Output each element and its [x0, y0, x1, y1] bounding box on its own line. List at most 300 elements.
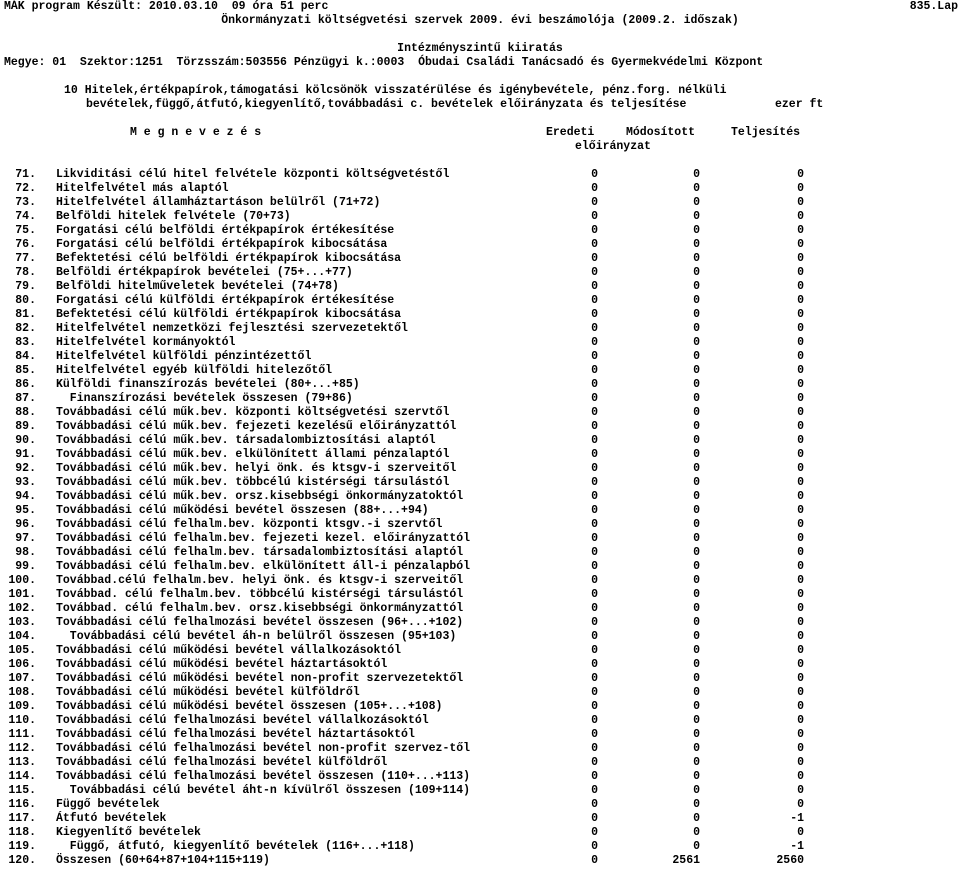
- original-estimate-value: 0: [591, 490, 598, 503]
- row-number: 99.: [15, 560, 36, 573]
- table-row: [0, 770, 960, 784]
- row-label: Hitelfelvétel külföldi pénzintézettől: [56, 350, 312, 363]
- original-estimate-value: 0: [591, 672, 598, 685]
- modified-estimate-value: 0: [693, 364, 700, 377]
- row-number: 79.: [15, 280, 36, 293]
- table-row: [0, 182, 960, 196]
- original-estimate-value: 0: [591, 378, 598, 391]
- completed-value: 0: [797, 182, 804, 195]
- row-number: 78.: [15, 266, 36, 279]
- modified-estimate-value: 0: [693, 420, 700, 433]
- original-estimate-value: 0: [591, 406, 598, 419]
- completed-value: 0: [797, 546, 804, 559]
- modified-estimate-value: 0: [693, 336, 700, 349]
- row-label: Összesen (60+64+87+104+115+119): [56, 854, 270, 867]
- completed-value: 0: [797, 406, 804, 419]
- institution-info: Megye: 01 Szektor:1251 Törzsszám:503556 Pénzügyi k.:0003 Óbudai Családi Tanácsadó és Gyermekvédelmi Központ: [4, 56, 764, 69]
- row-label: Továbbadási célú működési bevétel külföldről: [56, 686, 360, 699]
- original-estimate-value: 0: [591, 546, 598, 559]
- original-estimate-value: 0: [591, 266, 598, 279]
- row-label: Továbbadási célú műk.bev. központi költségvetési szervtől: [56, 406, 450, 419]
- original-estimate-value: 0: [591, 364, 598, 377]
- completed-value: 0: [797, 196, 804, 209]
- row-label: Függő bevételek: [56, 798, 160, 811]
- modified-estimate-value: 0: [693, 224, 700, 237]
- original-estimate-value: 0: [591, 798, 598, 811]
- modified-estimate-value: 0: [693, 518, 700, 531]
- row-number: 108.: [8, 686, 36, 699]
- table-row: [0, 700, 960, 714]
- row-number: 94.: [15, 490, 36, 503]
- original-estimate-value: 0: [591, 476, 598, 489]
- modified-estimate-value: 0: [693, 210, 700, 223]
- row-number: 103.: [8, 616, 36, 629]
- table-row: [0, 406, 960, 420]
- row-label: Továbbadási célú műk.bev. helyi önk. és ktsgv-i szerveitől: [56, 462, 457, 475]
- original-estimate-value: 0: [591, 658, 598, 671]
- original-estimate-value: 0: [591, 686, 598, 699]
- row-number: 77.: [15, 252, 36, 265]
- row-label: Továbbadási célú működési bevétel háztartásoktól: [56, 658, 388, 671]
- table-row: [0, 448, 960, 462]
- completed-value: 0: [797, 602, 804, 615]
- table-row: [0, 546, 960, 560]
- row-label: Függő, átfutó, kiegyenlítő bevételek (116+...+118): [56, 840, 415, 853]
- modified-estimate-value: 0: [693, 602, 700, 615]
- row-number: 104.: [8, 630, 36, 643]
- original-estimate-value: 0: [591, 714, 598, 727]
- completed-value: 0: [797, 210, 804, 223]
- completed-value: 0: [797, 462, 804, 475]
- table-row: [0, 378, 960, 392]
- modified-estimate-value: 0: [693, 742, 700, 755]
- modified-estimate-value: 0: [693, 728, 700, 741]
- completed-value: 0: [797, 364, 804, 377]
- table-row: [0, 280, 960, 294]
- table-row: [0, 742, 960, 756]
- completed-value: 0: [797, 532, 804, 545]
- row-label: Továbbadási célú felhalm.bev. központi ktsgv.-i szervtől: [56, 518, 443, 531]
- original-estimate-value: 0: [591, 350, 598, 363]
- modified-estimate-value: 0: [693, 182, 700, 195]
- original-estimate-value: 0: [591, 630, 598, 643]
- row-number: 90.: [15, 434, 36, 447]
- column-header-original: Eredeti: [546, 126, 595, 139]
- row-label: Belföldi értékpapírok bevételei (75+...+77): [56, 266, 353, 279]
- table-row: [0, 210, 960, 224]
- table-row: [0, 392, 960, 406]
- modified-estimate-value: 0: [693, 644, 700, 657]
- row-label: Továbbadási célú felhalmozási bevétel külföldről: [56, 756, 388, 769]
- section-title-line1: 10 Hitelek,értékpapírok,támogatási kölcsönök visszatérülése és igénybevétele, pénz.forg. nélküli: [64, 84, 727, 97]
- row-label: Továbbad. célú felhalm.bev. orsz.kisebbségi önkormányzattól: [56, 602, 464, 615]
- modified-estimate-value: 0: [693, 560, 700, 573]
- completed-value: 0: [797, 490, 804, 503]
- completed-value: 0: [797, 784, 804, 797]
- completed-value: 0: [797, 392, 804, 405]
- completed-value: 0: [797, 294, 804, 307]
- row-label: Továbbadási célú működési bevétel vállalkozásoktól: [56, 644, 402, 657]
- modified-estimate-value: 0: [693, 294, 700, 307]
- row-label: Forgatási célú belföldi értékpapírok kibocsátása: [56, 238, 388, 251]
- row-label: Továbbadási célú felhalmozási bevétel vállalkozásoktól: [56, 714, 429, 727]
- row-label: Forgatási célú külföldi értékpapírok értékesítése: [56, 294, 395, 307]
- table-row: [0, 686, 960, 700]
- row-number: 81.: [15, 308, 36, 321]
- modified-estimate-value: 0: [693, 826, 700, 839]
- original-estimate-value: 0: [591, 854, 598, 867]
- completed-value: 0: [797, 574, 804, 587]
- completed-value: 0: [797, 336, 804, 349]
- modified-estimate-value: 0: [693, 280, 700, 293]
- row-label: Továbbadási célú műk.bev. fejezeti kezelésű előirányzattól: [56, 420, 457, 433]
- row-label: Hitelfelvétel egyéb külföldi hitelezőtől: [56, 364, 333, 377]
- table-row: [0, 826, 960, 840]
- modified-estimate-value: 0: [693, 672, 700, 685]
- table-row: [0, 784, 960, 798]
- row-label: Továbbadási célú felhalm.bev. elkülönített áll-i pénzalapból: [56, 560, 471, 573]
- completed-value: 0: [797, 378, 804, 391]
- table-row: [0, 840, 960, 854]
- original-estimate-value: 0: [591, 518, 598, 531]
- modified-estimate-value: 0: [693, 392, 700, 405]
- modified-estimate-value: 0: [693, 798, 700, 811]
- completed-value: 0: [797, 238, 804, 251]
- modified-estimate-value: 0: [693, 700, 700, 713]
- modified-estimate-value: 0: [693, 252, 700, 265]
- row-number: 87.: [15, 392, 36, 405]
- row-label: Továbbadási célú bevétel áht-n kívülről összesen (109+114): [56, 784, 471, 797]
- modified-estimate-value: 0: [693, 812, 700, 825]
- modified-estimate-value: 0: [693, 686, 700, 699]
- original-estimate-value: 0: [591, 532, 598, 545]
- row-label: Továbbadási célú működési bevétel non-profit szervezetektől: [56, 672, 464, 685]
- modified-estimate-value: 0: [693, 546, 700, 559]
- table-row: [0, 672, 960, 686]
- table-row: [0, 252, 960, 266]
- modified-estimate-value: 0: [693, 406, 700, 419]
- row-label: Likviditási célú hitel felvétele központi költségvetéstől: [56, 168, 450, 181]
- row-number: 75.: [15, 224, 36, 237]
- report-subtitle: Intézményszintű kiiratás: [397, 42, 563, 55]
- table-row: [0, 294, 960, 308]
- completed-value: 0: [797, 252, 804, 265]
- row-label: Hitelfelvétel más alaptól: [56, 182, 229, 195]
- row-label: Átfutó bevételek: [56, 812, 167, 825]
- modified-estimate-value: 0: [693, 378, 700, 391]
- table-row: [0, 266, 960, 280]
- completed-value: 0: [797, 728, 804, 741]
- table-row: [0, 602, 960, 616]
- original-estimate-value: 0: [591, 616, 598, 629]
- row-label: Továbbadási célú felhalm.bev. társadalombiztosítási alaptól: [56, 546, 464, 559]
- completed-value: 0: [797, 770, 804, 783]
- row-number: 73.: [15, 196, 36, 209]
- original-estimate-value: 0: [591, 588, 598, 601]
- modified-estimate-value: 0: [693, 350, 700, 363]
- completed-value: 0: [797, 476, 804, 489]
- row-number: 111.: [8, 728, 36, 741]
- table-row: [0, 336, 960, 350]
- modified-estimate-value: 0: [693, 840, 700, 853]
- row-label: Továbbadási célú bevétel áh-n belülről összesen (95+103): [56, 630, 457, 643]
- completed-value: 0: [797, 266, 804, 279]
- row-number: 114.: [8, 770, 36, 783]
- row-number: 89.: [15, 420, 36, 433]
- completed-value: 0: [797, 504, 804, 517]
- table-row: [0, 588, 960, 602]
- completed-value: 0: [797, 742, 804, 755]
- table-row: [0, 420, 960, 434]
- row-number: 107.: [8, 672, 36, 685]
- original-estimate-value: 0: [591, 784, 598, 797]
- modified-estimate-value: 0: [693, 588, 700, 601]
- row-number: 101.: [8, 588, 36, 601]
- row-label: Továbbad. célú felhalm.bev. többcélú kistérségi társulástól: [56, 588, 464, 601]
- original-estimate-value: 0: [591, 336, 598, 349]
- table-row: [0, 238, 960, 252]
- original-estimate-value: 0: [591, 294, 598, 307]
- table-row: [0, 630, 960, 644]
- modified-estimate-value: 0: [693, 196, 700, 209]
- row-number: 106.: [8, 658, 36, 671]
- completed-value: 0: [797, 630, 804, 643]
- original-estimate-value: 0: [591, 462, 598, 475]
- completed-value: -1: [790, 840, 804, 853]
- completed-value: 0: [797, 826, 804, 839]
- original-estimate-value: 0: [591, 434, 598, 447]
- table-row: [0, 308, 960, 322]
- row-number: 120.: [8, 854, 36, 867]
- modified-estimate-value: 0: [693, 266, 700, 279]
- modified-estimate-value: 0: [693, 462, 700, 475]
- row-label: Hitelfelvétel nemzetközi fejlesztési szervezetektől: [56, 322, 408, 335]
- row-number: 93.: [15, 476, 36, 489]
- original-estimate-value: 0: [591, 448, 598, 461]
- row-number: 109.: [8, 700, 36, 713]
- row-label: Befektetési célú külföldi értékpapírok kibocsátása: [56, 308, 402, 321]
- row-label: Továbbadási célú működési bevétel összesen (88+...+94): [56, 504, 429, 517]
- row-label: Kiegyenlítő bevételek: [56, 826, 201, 839]
- completed-value: 0: [797, 714, 804, 727]
- row-number: 72.: [15, 182, 36, 195]
- table-row: [0, 322, 960, 336]
- original-estimate-value: 0: [591, 322, 598, 335]
- completed-value: 0: [797, 308, 804, 321]
- table-row: [0, 812, 960, 826]
- completed-value: 0: [797, 756, 804, 769]
- modified-estimate-value: 0: [693, 448, 700, 461]
- table-row: [0, 616, 960, 630]
- row-number: 92.: [15, 462, 36, 475]
- original-estimate-value: 0: [591, 392, 598, 405]
- original-estimate-value: 0: [591, 756, 598, 769]
- modified-estimate-value: 0: [693, 714, 700, 727]
- row-label: Továbbadási célú felhalmozási bevétel összesen (96+...+102): [56, 616, 464, 629]
- completed-value: 0: [797, 658, 804, 671]
- table-row: [0, 168, 960, 182]
- table-row: [0, 728, 960, 742]
- modified-estimate-value: 0: [693, 504, 700, 517]
- table-row: [0, 714, 960, 728]
- original-estimate-value: 0: [591, 826, 598, 839]
- table-row: [0, 798, 960, 812]
- original-estimate-value: 0: [591, 812, 598, 825]
- table-row: [0, 364, 960, 378]
- completed-value: 0: [797, 168, 804, 181]
- completed-value: 0: [797, 560, 804, 573]
- table-row: [0, 532, 960, 546]
- row-label: Továbbadási célú műk.bev. orsz.kisebbségi önkormányzatoktól: [56, 490, 464, 503]
- table-row: [0, 504, 960, 518]
- original-estimate-value: 0: [591, 420, 598, 433]
- completed-value: -1: [790, 812, 804, 825]
- original-estimate-value: 0: [591, 196, 598, 209]
- original-estimate-value: 0: [591, 168, 598, 181]
- program-info: MÁK program Készült: 2010.03.10 09 óra 51 perc: [4, 0, 329, 13]
- row-number: 115.: [8, 784, 36, 797]
- original-estimate-value: 0: [591, 840, 598, 853]
- original-estimate-value: 0: [591, 210, 598, 223]
- column-header-name: M e g n e v e z é s: [130, 126, 262, 139]
- original-estimate-value: 0: [591, 560, 598, 573]
- completed-value: 0: [797, 700, 804, 713]
- row-number: 86.: [15, 378, 36, 391]
- completed-value: 0: [797, 224, 804, 237]
- row-label: Továbbadási célú felhalm.bev. fejezeti kezel. előirányzattól: [56, 532, 471, 545]
- row-number: 117.: [8, 812, 36, 825]
- table-row: [0, 350, 960, 364]
- report-title: Önkormányzati költségvetési szervek 2009. évi beszámolója (2009.2. időszak): [221, 14, 739, 27]
- completed-value: 0: [797, 420, 804, 433]
- row-number: 98.: [15, 546, 36, 559]
- row-label: Továbbadási célú műk.bev. társadalombiztosítási alaptól: [56, 434, 436, 447]
- row-number: 112.: [8, 742, 36, 755]
- modified-estimate-value: 0: [693, 238, 700, 251]
- row-number: 97.: [15, 532, 36, 545]
- completed-value: 0: [797, 644, 804, 657]
- row-label: Továbbadási célú felhalmozási bevétel non-profit szervez-től: [56, 742, 471, 755]
- modified-estimate-value: 0: [693, 756, 700, 769]
- completed-value: 0: [797, 448, 804, 461]
- modified-estimate-value: 0: [693, 658, 700, 671]
- row-label: Továbbadási célú működési bevétel összesen (105+...+108): [56, 700, 443, 713]
- row-label: Továbbad.célú felhalm.bev. helyi önk. és ktsgv-i szerveitől: [56, 574, 464, 587]
- column-header-estimate: előirányzat: [575, 140, 651, 153]
- modified-estimate-value: 0: [693, 168, 700, 181]
- original-estimate-value: 0: [591, 602, 598, 615]
- completed-value: 0: [797, 672, 804, 685]
- row-number: 76.: [15, 238, 36, 251]
- original-estimate-value: 0: [591, 728, 598, 741]
- modified-estimate-value: 0: [693, 434, 700, 447]
- row-label: Forgatási célú belföldi értékpapírok értékesítése: [56, 224, 395, 237]
- row-number: 119.: [8, 840, 36, 853]
- original-estimate-value: 0: [591, 742, 598, 755]
- row-label: Belföldi hitelek felvétele (70+73): [56, 210, 291, 223]
- row-number: 118.: [8, 826, 36, 839]
- modified-estimate-value: 0: [693, 308, 700, 321]
- original-estimate-value: 0: [591, 280, 598, 293]
- row-number: 113.: [8, 756, 36, 769]
- table-row: [0, 854, 960, 868]
- table-row: [0, 518, 960, 532]
- original-estimate-value: 0: [591, 644, 598, 657]
- modified-estimate-value: 0: [693, 770, 700, 783]
- table-row: [0, 644, 960, 658]
- unit-label: ezer ft: [775, 98, 824, 111]
- row-label: Belföldi hitelműveletek bevételei (74+78): [56, 280, 339, 293]
- row-number: 96.: [15, 518, 36, 531]
- row-number: 83.: [15, 336, 36, 349]
- modified-estimate-value: 0: [693, 322, 700, 335]
- modified-estimate-value: 0: [693, 630, 700, 643]
- table-row: [0, 560, 960, 574]
- row-label: Hitelfelvétel kormányoktól: [56, 336, 236, 349]
- completed-value: 0: [797, 588, 804, 601]
- row-number: 105.: [8, 644, 36, 657]
- row-number: 95.: [15, 504, 36, 517]
- original-estimate-value: 0: [591, 308, 598, 321]
- modified-estimate-value: 0: [693, 476, 700, 489]
- completed-value: 0: [797, 616, 804, 629]
- row-label: Külföldi finanszírozás bevételei (80+...+85): [56, 378, 360, 391]
- modified-estimate-value: 0: [693, 784, 700, 797]
- row-number: 80.: [15, 294, 36, 307]
- original-estimate-value: 0: [591, 700, 598, 713]
- completed-value: 0: [797, 280, 804, 293]
- column-header-completed: Teljesítés: [731, 126, 801, 139]
- completed-value: 0: [797, 350, 804, 363]
- original-estimate-value: 0: [591, 238, 598, 251]
- row-label: Továbbadási célú műk.bev. elkülönített állami pénzalaptól: [56, 448, 450, 461]
- modified-estimate-value: 0: [693, 532, 700, 545]
- row-number: 82.: [15, 322, 36, 335]
- table-row: [0, 434, 960, 448]
- page-number: 835.Lap: [909, 0, 958, 13]
- completed-value: 0: [797, 686, 804, 699]
- modified-estimate-value: 0: [693, 490, 700, 503]
- row-label: Hitelfelvétel államháztartáson belülről (71+72): [56, 196, 381, 209]
- row-label: Finanszírozási bevételek összesen (79+86): [56, 392, 353, 405]
- section-title-line2: bevételek,függő,átfutó,kiegyenlítő,továbbadási c. bevételek előirányzata és teljesítése: [86, 98, 687, 111]
- original-estimate-value: 0: [591, 182, 598, 195]
- row-number: 102.: [8, 602, 36, 615]
- row-number: 100.: [8, 574, 36, 587]
- row-label: Továbbadási célú felhalmozási bevétel összesen (110+...+113): [56, 770, 471, 783]
- original-estimate-value: 0: [591, 252, 598, 265]
- completed-value: 0: [797, 322, 804, 335]
- row-number: 85.: [15, 364, 36, 377]
- table-row: [0, 462, 960, 476]
- original-estimate-value: 0: [591, 504, 598, 517]
- completed-value: 0: [797, 434, 804, 447]
- original-estimate-value: 0: [591, 770, 598, 783]
- original-estimate-value: 0: [591, 224, 598, 237]
- table-row: [0, 574, 960, 588]
- row-number: 110.: [8, 714, 36, 727]
- row-number: 74.: [15, 210, 36, 223]
- modified-estimate-value: 0: [693, 574, 700, 587]
- table-row: [0, 756, 960, 770]
- table-row: [0, 658, 960, 672]
- original-estimate-value: 0: [591, 574, 598, 587]
- row-number: 116.: [8, 798, 36, 811]
- completed-value: 0: [797, 798, 804, 811]
- table-row: [0, 476, 960, 490]
- table-row: [0, 196, 960, 210]
- table-row: [0, 490, 960, 504]
